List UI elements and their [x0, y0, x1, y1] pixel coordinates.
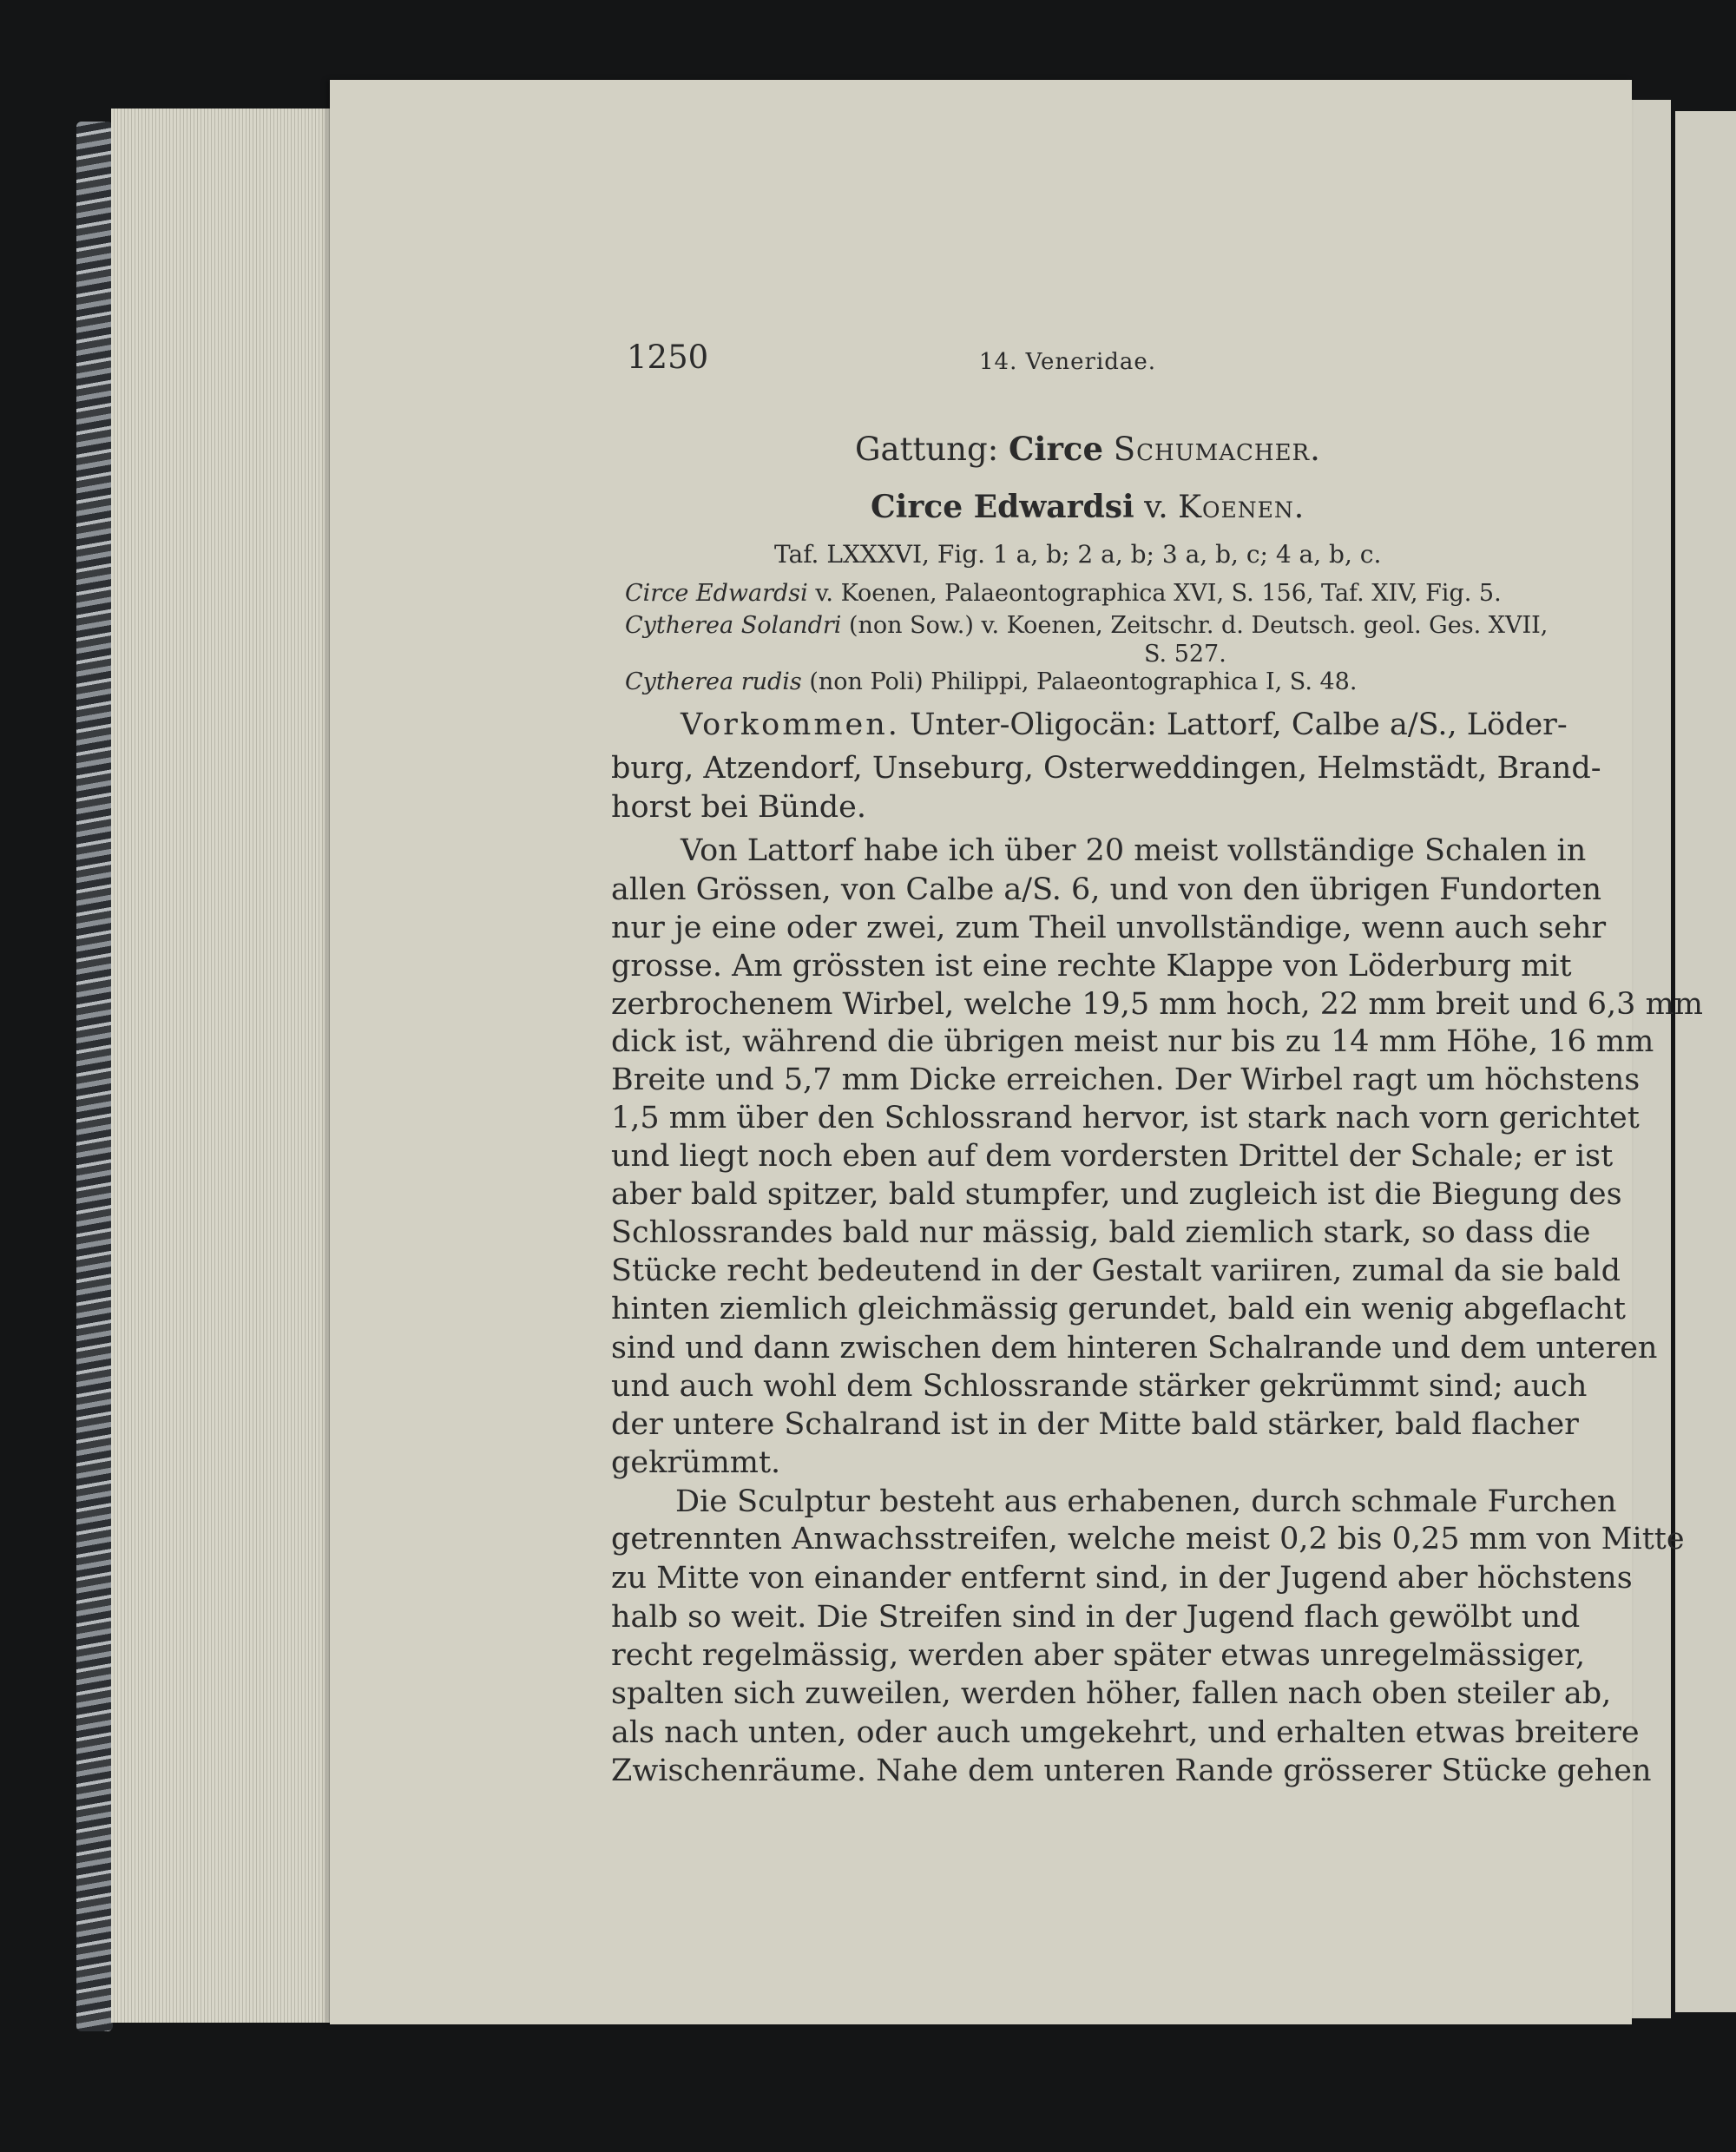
body-line: halb so weit. Die Streifen sind in der Jugend flach gewölbt und	[611, 1600, 1581, 1635]
species-name: Circe Edwardsi	[871, 489, 1134, 525]
plate-reference: Taf. LXXXVI, Fig. 1 a, b; 2 a, b; 3 a, b, c; 4 a, b, c.	[774, 540, 1382, 569]
synonym-taxon: Circe Edwardsi	[625, 580, 808, 607]
page-number: 1250	[627, 339, 709, 376]
facing-page-edge	[1675, 111, 1736, 2012]
synonym-citation: v. Koenen, Palaeontographica XVI, S. 156, Taf. XIV, Fig. 5.	[807, 580, 1502, 607]
body-line: sind und dann zwischen dem hinteren Schalrande und dem unteren	[611, 1331, 1658, 1366]
synonym-taxon: Cytherea Solandri	[625, 612, 842, 639]
genus-author: Schumacher.	[1113, 431, 1321, 468]
body-line: Die Sculptur besteht aus erhabenen, durch schmale Furchen	[675, 1484, 1617, 1519]
body-line: zerbrochenem Wirbel, welche 19,5 mm hoch, 22 mm breit und 6,3 mm	[611, 987, 1703, 1022]
body-line: 1,5 mm über den Schlossrand hervor, ist stark nach vorn gerichtet	[611, 1101, 1640, 1135]
body-line: recht regelmässig, werden aber später etwas unregelmässiger,	[611, 1638, 1586, 1673]
running-head: 14. Veneridae.	[979, 349, 1157, 375]
synonym-line	[625, 580, 1502, 607]
body-line: und liegt noch eben auf dem vordersten Drittel der Schale; er ist	[611, 1139, 1614, 1174]
body-line: grosse. Am grössten ist eine rechte Klappe von Löderburg mit	[611, 949, 1572, 984]
synonym-line	[625, 668, 1357, 695]
species-heading	[871, 489, 1305, 525]
body-line: Breite und 5,7 mm Dicke erreichen. Der Wirbel ragt um höchstens	[611, 1063, 1641, 1097]
body-line: und auch wohl dem Schlossrande stärker gekrümmt sind; auch	[611, 1369, 1588, 1404]
genus-name: Circe	[1008, 430, 1104, 468]
body-line: nur je eine oder zwei, zum Theil unvollständige, wenn auch sehr	[611, 911, 1607, 945]
species-author: Koenen.	[1178, 490, 1305, 525]
body-line: als nach unten, oder auch umgekehrt, und erhalten etwas breitere	[611, 1715, 1640, 1750]
body-line: aber bald spitzer, bald stumpfer, und zugleich ist die Biegung des	[611, 1177, 1622, 1212]
body-line	[681, 707, 1568, 742]
synonym-line	[625, 612, 1548, 639]
body-line: horst bei Bünde.	[611, 790, 866, 825]
body-line-text: Unter-Oligocän: Lattorf, Calbe a/S., Löder-	[899, 707, 1568, 742]
synonym-taxon: Cytherea rudis	[625, 668, 802, 695]
synonym-continuation: S. 527.	[1144, 641, 1226, 668]
book-spine	[76, 122, 113, 2031]
synonym-citation: (non Poli) Philippi, Palaeontographica I, S. 48.	[801, 668, 1358, 695]
page-stack-edge	[111, 109, 337, 2023]
body-line: getrennten Anwachsstreifen, welche meist 0,2 bis 0,25 mm von Mitte	[611, 1522, 1685, 1556]
body-line: Stücke recht bedeutend in der Gestalt variiren, zumal da sie bald	[611, 1254, 1621, 1288]
body-line: Von Lattorf habe ich über 20 meist vollständige Schalen in	[681, 833, 1587, 868]
body-line: Schlossrandes bald nur mässig, bald ziemlich stark, so dass die	[611, 1215, 1591, 1250]
body-line: dick ist, während die übrigen meist nur bis zu 14 mm Höhe, 16 mm	[611, 1024, 1654, 1059]
genus-prefix: Gattung:	[855, 431, 999, 468]
synonym-citation: (non Sow.) v. Koenen, Zeitschr. d. Deutsch. geol. Ges. XVII,	[841, 612, 1549, 639]
genus-heading	[855, 430, 1321, 468]
body-line: spalten sich zuweilen, werden höher, fallen nach oben steiler ab,	[611, 1676, 1612, 1711]
species-author-prefix: v.	[1144, 490, 1168, 525]
occurrence-label: Vorkommen.	[681, 707, 900, 742]
body-line: der untere Schalrand ist in der Mitte bald stärker, bald flacher	[611, 1407, 1579, 1442]
body-line: hinten ziemlich gleichmässig gerundet, bald ein wenig abgeflacht	[611, 1292, 1626, 1326]
body-line: burg, Atzendorf, Unseburg, Osterweddingen, Helmstädt, Brand-	[611, 751, 1601, 786]
body-line: allen Grössen, von Calbe a/S. 6, und von den übrigen Fundorten	[611, 872, 1602, 907]
body-line: zu Mitte von einander entfernt sind, in der Jugend aber höchstens	[611, 1561, 1633, 1596]
body-line: Zwischenräume. Nahe dem unteren Rande grösserer Stücke gehen	[611, 1754, 1652, 1788]
body-line: gekrümmt.	[611, 1445, 781, 1480]
